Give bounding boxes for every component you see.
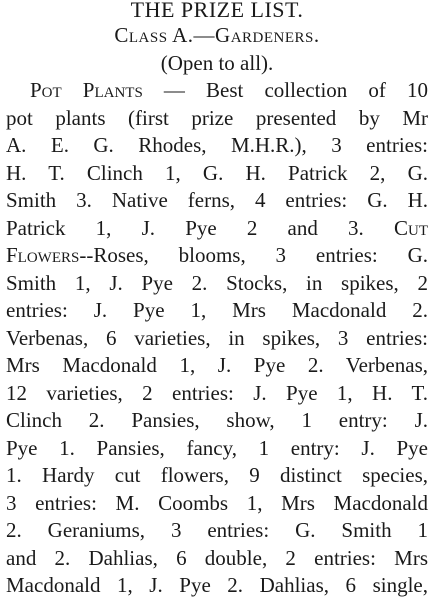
- section-lead: Pot Plants: [30, 78, 143, 102]
- line-text: Mrs Macdonald 1, J. Pye 2. Verbenas,: [6, 353, 428, 377]
- article-line: [6, 407, 428, 435]
- line-text: 1. Hardy cut flowers, 9 distinct species,: [6, 463, 428, 487]
- article-body: [6, 77, 428, 600]
- article-line: [6, 462, 428, 490]
- line-text: Smith 1, J. Pye 2. Stocks, in spikes, 2: [6, 270, 428, 295]
- article-line: [6, 572, 428, 600]
- line-text: Pye 1. Pansies, fancy, 1 entry: J. Pye: [6, 435, 428, 460]
- line-text: — Best collection of 10: [142, 78, 429, 102]
- line-text: H. T. Clinch 1, G. H. Patrick 2, G.: [6, 160, 428, 185]
- article-line: [6, 325, 428, 353]
- article-line: [6, 270, 428, 298]
- article-line: [6, 160, 428, 188]
- section-lead: Cut: [394, 215, 429, 240]
- article-line: [6, 77, 428, 105]
- open-note: (Open to all).: [160, 51, 274, 75]
- line-text: Verbenas, 6 varieties, in spikes, 3 entries:: [6, 325, 428, 350]
- article-line: [6, 215, 428, 243]
- line-text: Clinch 2. Pansies, show, 1 entry: J.: [6, 408, 428, 432]
- article-line: [6, 545, 428, 573]
- article-line: [6, 297, 428, 325]
- article-line: [6, 132, 428, 160]
- line-text: and 2. Dahlias, 6 double, 2 entries: Mrs: [6, 545, 428, 570]
- article-title: THE PRIZE LIST.: [130, 0, 304, 22]
- article-line: [6, 380, 428, 408]
- line-text: Smith 3. Native ferns, 4 entries: G. H.: [6, 188, 428, 212]
- line-text: 2. Geraniums, 3 entries: G. Smith 1: [6, 518, 428, 542]
- line-text: 3 entries: M. Coombs 1, Mrs Macdonald: [6, 490, 428, 515]
- line-text: Macdonald 1, J. Pye 2. Dahlias, 6 single,: [6, 573, 428, 597]
- line-text: 12 varieties, 2 entries: J. Pye 1, H. T.: [6, 380, 428, 405]
- article-line: [6, 352, 428, 380]
- article-line: [6, 187, 428, 215]
- line-text: pot plants (first prize presented by Mr: [6, 105, 428, 130]
- article-line: [6, 490, 428, 518]
- article-line: [6, 242, 428, 270]
- article-line: [6, 517, 428, 545]
- class-heading: Class A.—Gardeners.: [114, 23, 320, 47]
- article-line: [6, 435, 428, 463]
- article-line: [6, 105, 428, 133]
- line-text: entries: J. Pye 1, Mrs Macdonald 2.: [6, 298, 428, 322]
- line-text: Patrick 1, J. Pye 2 and 3.: [6, 215, 364, 240]
- section-lead: Flowers: [6, 243, 80, 267]
- line-text: --Roses, blooms, 3 entries: G.: [79, 243, 428, 267]
- line-text: A. E. G. Rhodes, M.H.R.), 3 entries:: [6, 133, 428, 157]
